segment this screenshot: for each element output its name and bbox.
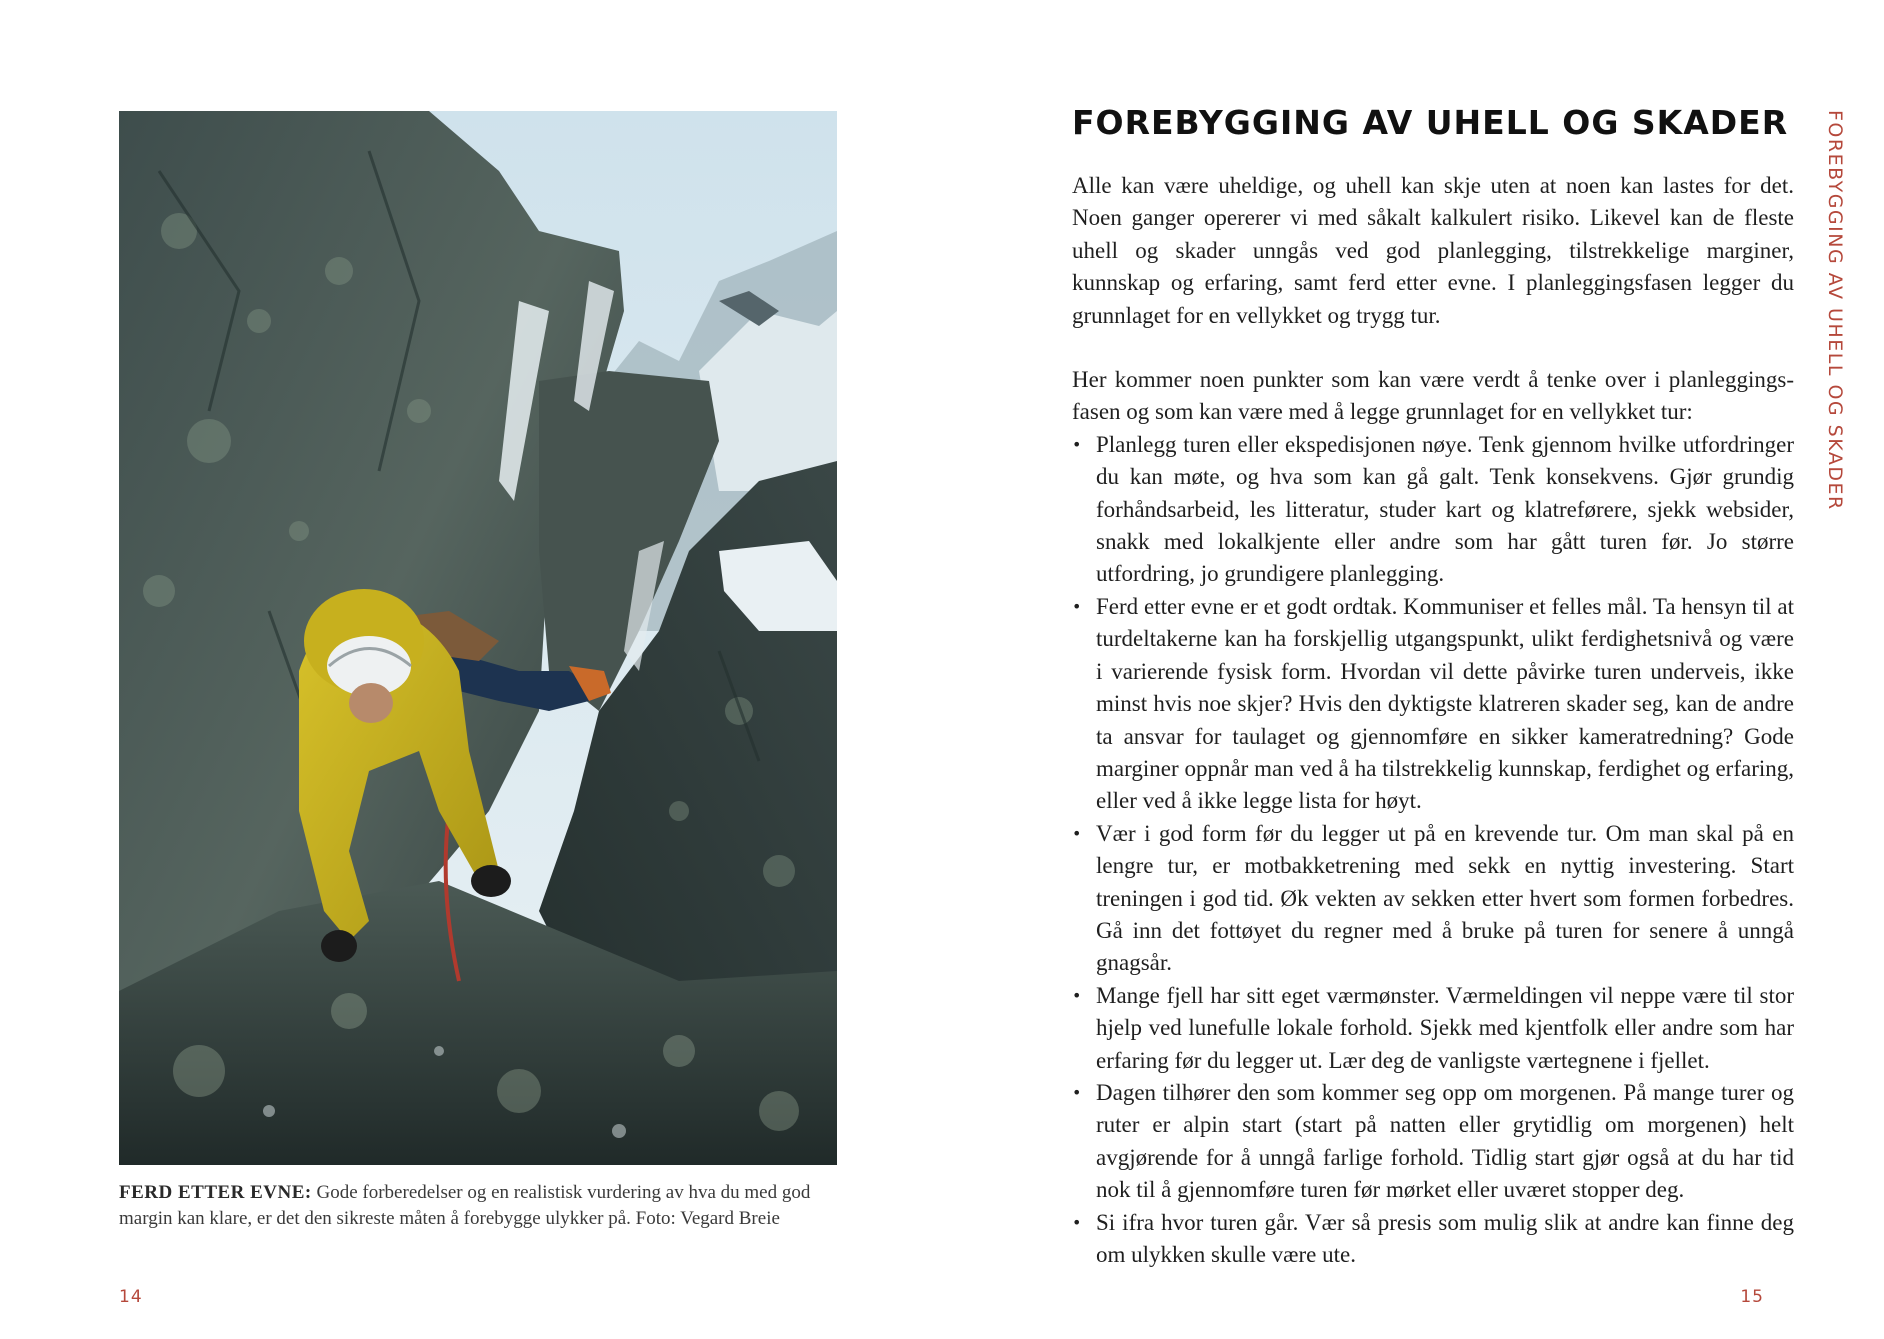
bullet-icon: • [1072,1212,1082,1232]
body-text [1072,170,1794,1271]
bullet-icon: • [1072,1082,1082,1102]
intro-paragraph: Alle kan være uheldige, og uhell kan skje uten at noen kan lastes for det. Noen ganger opererer vi med såkalt kalkulert risiko. Likevel kan de fleste uhell og skader unngås ved god planlegging, tilstrekkelige marginer, kunnskap og erfaring, samt ferd etter evne. I planleggingsfasen legger du grunnlaget for en vellykket og trygg tur. [1072,173,1794,328]
page-number-left: 14 [119,1287,143,1307]
bullet-icon: • [1072,596,1082,616]
bullet-icon: • [1072,823,1082,843]
bullet-icon: • [1072,434,1082,454]
climber-photo [119,111,837,1165]
right-page [942,0,1884,1339]
list-item-text: Vær i god form før du legger ut på en krevende tur. Om man skal på en lengre tur, er motbakketrening med sekk en nyttig investering. Start treningen i god tid. Øk vekten av sekken etter hvert som formen forbedres. Gå inn det fottøyet du regner med å bruke på turen for senere å unngå gnagsår. [1096,820,1794,976]
list-item [1072,1207,1794,1272]
climber-illustration [119,111,837,1165]
list-item-text: Ferd etter evne er et godt ordtak. Kommuniser et felles mål. Ta hensyn til at turdeltakerne kan ha forskjellig utgangspunkt, ulikt ferdighetsnivå og være i varierende fysisk form. Hvordan vil dette påvirke turen underveis, ikke minst hvis noe skjer? Hvis den dyktigste klatreren skader seg, kan de andre ta ansvar for taulaget og gjennomføre en sikker kameratredning? Gode marginer oppnår man ved å ha tilstrekkelig kunnskap, ferdighet og erfaring, eller ved å ikke legge lista for høyt. [1096,593,1794,814]
caption-title: FERD ETTER EVNE: [119,1182,312,1203]
list-item [1072,818,1794,980]
page-number-right: 15 [1740,1287,1764,1307]
page-heading: FOREBYGGING AV UHELL OG SKADER [1072,103,1789,142]
list-intro-paragraph: Her kommer noen punkter som kan være verdt å tenke over i planleggings-fasen og som kan være med å legge grunnlaget for en vellykket tur: [1072,367,1794,425]
list-item-text: Mange fjell har sitt eget værmønster. Værmeldingen vil neppe være til stor hjelp ved lunefulle lokale forhold. Sjekk med kjentfolk eller andre som har erfaring før du legger ut. Lær deg de vanligste værtegnene i fjellet. [1096,982,1794,1073]
list-item [1072,1077,1794,1207]
bullet-list [1072,429,1794,1272]
bullet-icon: • [1072,985,1082,1005]
list-item [1072,429,1794,591]
list-item-text: Si ifra hvor turen går. Vær så presis som mulig slik at andre kan finne deg om ulykken skulle være ute. [1096,1209,1794,1267]
list-item-text: Planlegg turen eller ekspedisjonen nøye. Tenk gjennom hvilke utfordringer du kan møte, og hva som kan gå galt. Tenk konsekvens. Gjør grundig forhåndsarbeid, les litteratur, studer kart og klatreførere, sjekk websider, snakk med lokalkjente eller andre som har gått turen før. Jo større utfordring, jo grundigere planlegging. [1096,431,1794,587]
list-item [1072,980,1794,1077]
photo-caption [119,1180,839,1232]
caption-text: Gode forberedelser og en realistisk vurdering av hva du med god margin kan klare, er det den sikreste måten å forebygge ulykker på. Foto: Vegard Breie [119,1182,811,1229]
list-item-text: Dagen tilhører den som kommer seg opp om morgenen. På mange turer og ruter er alpin start (start på natten eller grytidlig om morgenen) helt avgjørende for å unngå farlige forhold. Tidlig start gjør også at du har tid nok til å gjennomføre turen før mørket eller uværet stopper deg. [1096,1079,1794,1203]
list-item [1072,591,1794,818]
running-head: FOREBYGGING AV UHELL OG SKADER [1824,110,1846,511]
